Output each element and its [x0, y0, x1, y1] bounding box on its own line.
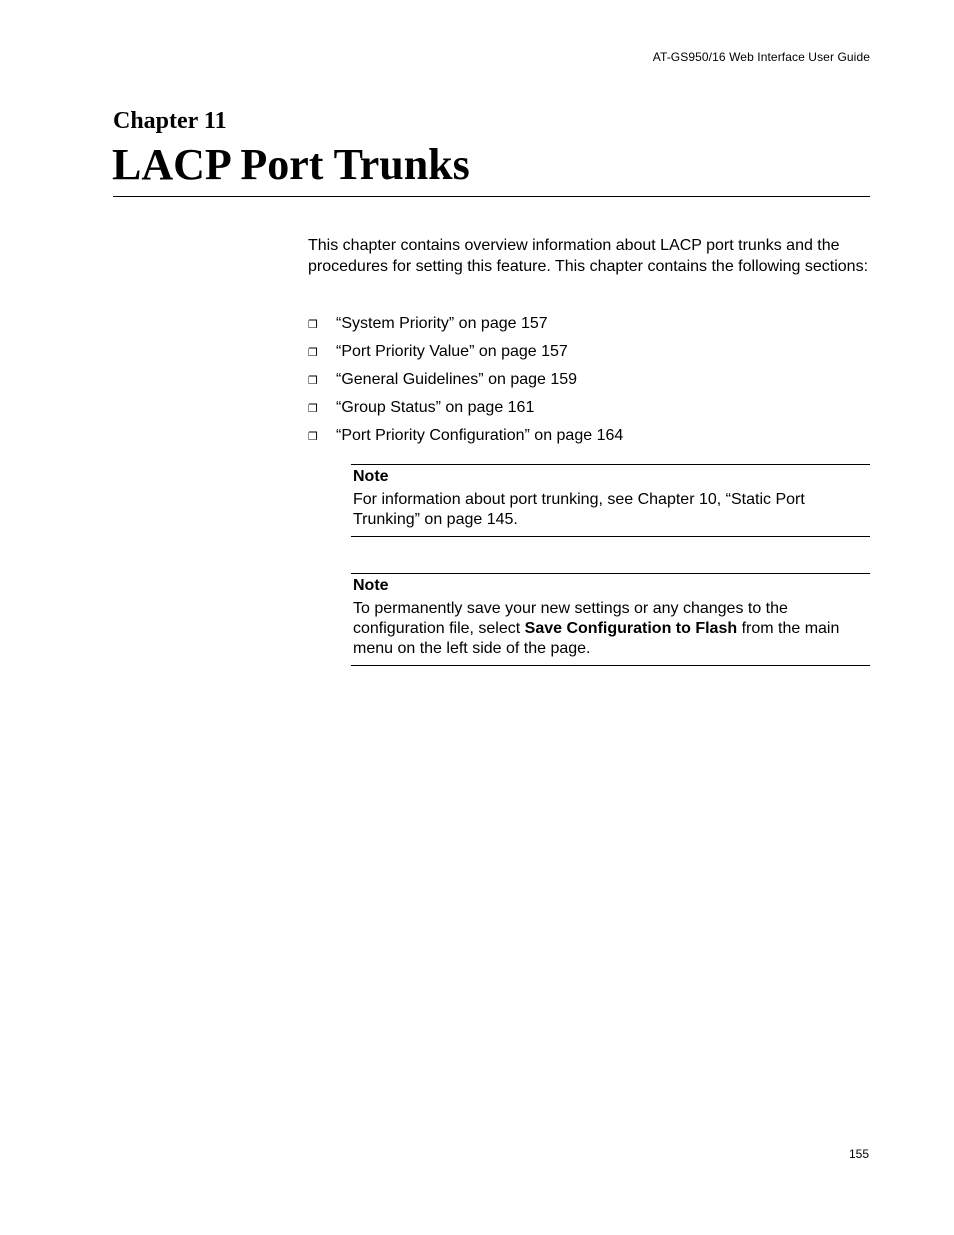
checkbox-bullet-icon: ❐ [308, 402, 318, 415]
title-divider [113, 196, 870, 197]
intro-paragraph: This chapter contains overview information about LACP port trunks and the procedures for setting this feature. This chapter contains the following sections: [308, 237, 869, 275]
section-link[interactable]: “General Guidelines” on page 159 [336, 371, 578, 388]
note-heading: Note [353, 577, 389, 594]
note-body: For information about port trunking, see Chapter 10, “Static Port Trunking” on page 145. [353, 491, 805, 528]
page-number: 155 [848, 1147, 869, 1161]
note-body [353, 599, 870, 659]
chapter-label: Chapter 11 [113, 108, 227, 134]
note-text: To permanently save your new settings or any changes to the configuration file, select [353, 600, 788, 637]
note-box [351, 464, 870, 537]
chapter-title: LACP Port Trunks [112, 140, 470, 189]
section-link[interactable]: “Port Priority Configuration” on page 164 [336, 427, 624, 444]
checkbox-bullet-icon: ❐ [308, 318, 318, 331]
note-box [351, 573, 870, 666]
section-list-item [308, 398, 623, 426]
section-list-item [308, 314, 623, 342]
section-link[interactable]: “System Priority” on page 157 [336, 315, 548, 332]
section-link[interactable]: “Port Priority Value” on page 157 [336, 343, 568, 360]
checkbox-bullet-icon: ❐ [308, 346, 318, 359]
section-list-item [308, 426, 623, 454]
checkbox-bullet-icon: ❐ [308, 430, 318, 443]
menu-option-name: Save Configuration to Flash [524, 620, 738, 637]
note-text: from the main menu on the left side of the page. [353, 620, 840, 657]
section-list-item [308, 342, 623, 370]
checkbox-bullet-icon: ❐ [308, 374, 318, 387]
note-heading: Note [353, 468, 389, 485]
section-list [308, 314, 623, 454]
running-header: AT-GS950/16 Web Interface User Guide [652, 50, 870, 64]
section-link[interactable]: “Group Status” on page 161 [336, 399, 535, 416]
section-list-item [308, 370, 623, 398]
